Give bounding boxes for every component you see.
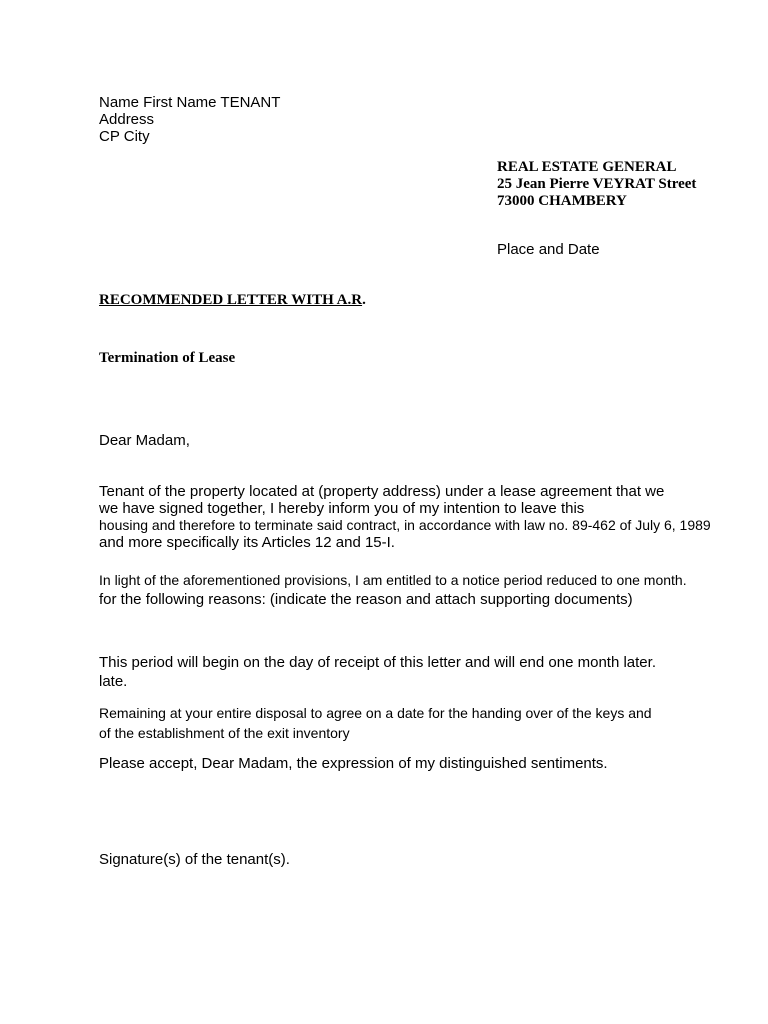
paragraph-1-line-4: and more specifically its Articles 12 and 15-I. <box>99 534 395 551</box>
paragraph-4 <box>99 705 652 742</box>
paragraph-3-line-1: This period will begin on the day of receipt of this letter and will end one month later. <box>99 654 656 671</box>
recipient-street: 25 Jean Pierre VEYRAT Street <box>497 176 697 192</box>
subject-line: Termination of Lease <box>99 350 236 366</box>
sender-address: Address <box>99 111 155 128</box>
paragraph-1-line-1: Tenant of the property located at (property address) under a lease agreement that we <box>99 483 665 500</box>
sender-name: Name First Name TENANT <box>99 94 281 111</box>
paragraph-2-line-1: In light of the aforementioned provisions, I am entitled to a notice period reduced to one month. <box>99 572 687 588</box>
salutation: Dear Madam, <box>99 432 190 449</box>
sender-city: CP City <box>99 128 150 145</box>
signature-line: Signature(s) of the tenant(s). <box>99 851 290 868</box>
recipient-city: 73000 CHAMBERY <box>497 193 627 209</box>
recipient-block <box>497 159 696 210</box>
paragraph-1 <box>99 483 711 551</box>
sender-block <box>99 94 280 145</box>
paragraph-4-line-1: Remaining at your entire disposal to agree on a date for the handing over of the keys and <box>99 705 652 721</box>
place-date: Place and Date <box>497 241 600 258</box>
paragraph-4-line-2: of the establishment of the exit inventory <box>99 725 350 741</box>
closing-line: Please accept, Dear Madam, the expression of my distinguished sentiments. <box>99 755 608 772</box>
paragraph-3 <box>99 654 656 690</box>
paragraph-2 <box>99 572 687 608</box>
paragraph-1-line-2: we have signed together, I hereby inform you of my intention to leave this <box>99 500 585 517</box>
recipient-company: REAL ESTATE GENERAL <box>497 159 677 175</box>
mail-type-underlined: RECOMMENDED LETTER WITH A.R <box>99 292 363 308</box>
mail-type <box>99 292 366 309</box>
mail-type-suffix: . <box>362 292 366 308</box>
paragraph-3-line-2: late. <box>99 673 128 690</box>
paragraph-2-line-2: for the following reasons: (indicate the reason and attach supporting documents) <box>99 591 633 608</box>
paragraph-1-line-3: housing and therefore to terminate said contract, in accordance with law no. 89-462 of July 6, 1989 <box>99 517 711 533</box>
